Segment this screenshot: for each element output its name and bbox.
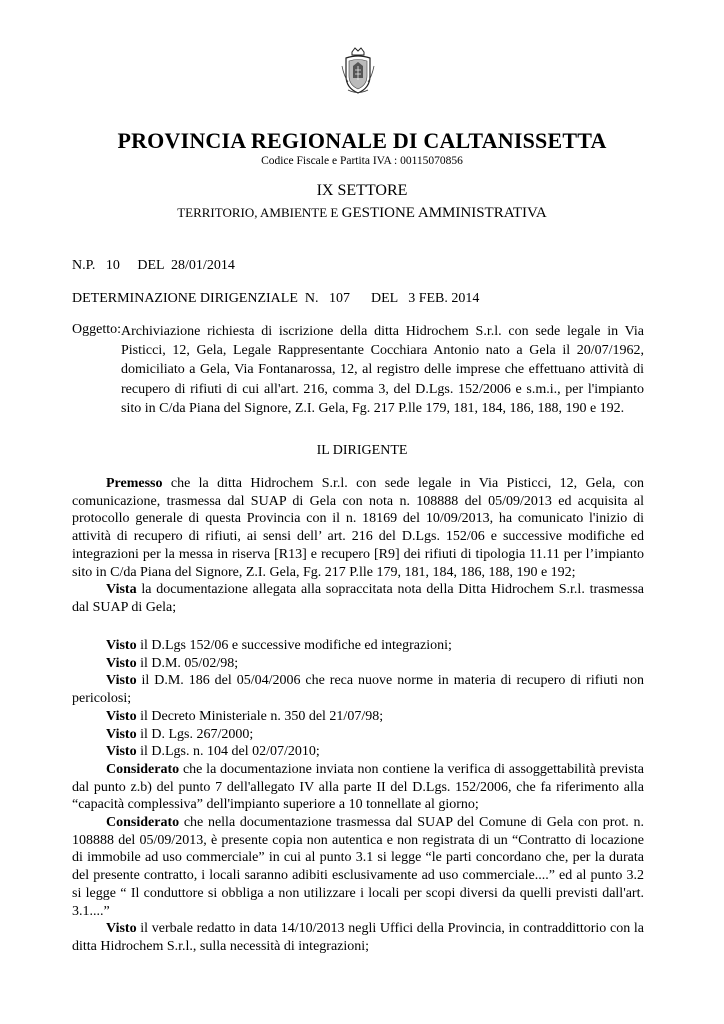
paragraph-text: il D. Lgs. 267/2000; [136,726,254,742]
sector-subheading [0,205,724,222]
paragraph-text: che la documentazione inviata non contiene la verifica di assoggettabilità prevista dal punto z.b) del punto 7 dell'allegato IV alla parte II del D.Lgs. 152/2006, che fa riferimento alla “capacità complessiva” dell'impianto superiore a 10 tonnellate al giorno; [72,761,644,813]
lead-word: Considerato [106,815,180,831]
fiscal-code: Codice Fiscale e Partita IVA : 00115070856 [261,155,463,167]
lead-word: Vista [106,582,137,598]
coat-of-arms-icon [340,46,376,96]
paragraph-visti [72,637,644,956]
oggetto-text: Archiviazione richiesta di iscrizione della ditta Hidrochem S.r.l. con sede legale in Via Pisticci, 12, Gela, Legale Rappresentante Cocchiara Antonio nato a Gela il 20/07/1962, domiciliato a Gela, Via Fontanarossa, 12, al registro delle imprese che effettuano attività di recupero di rifiuti di cui all'art. 216, comma 3, del D.Lgs. 152/2006 e s.m.i., per l'impianto sito in C/da Piana del Signore, Z.I. Gela, Fg. 217 P.lle 179, 181, 184, 186, 188, 190 e 192. [121,324,644,416]
sector-heading: IX SETTORE [316,182,408,199]
np-line: N.P. 10 DEL 28/01/2014 [72,258,235,273]
lead-word: Visto [106,744,137,760]
lead-word: Visto [106,726,137,742]
lead-word: Visto [106,673,137,689]
paragraph-text: che nella documentazione trasmessa dal SUAP del Comune di Gela con prot. n. 108888 del 05/09/2013, è presente copia non autentica e non registrata di un “Contratto di locazione di immobile ad uso commerciale” in cui al punto 3.1 si legge “le parti concordano che, per la durata del presente contratto, i locali saranno adibiti esclusivamente ad uso commerciale....” ed al punto 3.2 si legge “ Il conduttore si obbliga a non utilizzare i locali per scopi diversi da quelli previsti dall'art. 3.1....” [72,815,644,919]
section-heading: IL DIRIGENTE [316,443,408,458]
determination-line: DETERMINAZIONE DIRIGENZIALE N. 107 DEL 3 FEB. 2014 [72,291,480,306]
paragraph-text: il D.M. 05/02/98; [136,655,239,671]
paragraph-text: il Decreto Ministeriale n. 350 del 21/07/98; [136,708,384,724]
paragraph-text: il verbale redatto in data 14/10/2013 negli Uffici della Provincia, in contraddittorio con la ditta Hidrochem S.r.l., sulla necessità di integrazioni; [72,921,644,954]
paragraph-text: il D.M. 186 del 05/04/2006 che reca nuove norme in materia di recupero di rifiuti non pericolosi; [72,673,644,707]
lead-word: Visto [106,638,137,653]
oggetto-label: Oggetto: [72,322,121,337]
sector-sub-part-a: TERRITORIO, AMBIENTE E [177,205,342,220]
lead-word: Visto [106,655,137,671]
paragraph-text: la documentazione allegata alla sopraccitata nota della Ditta Hidrochem S.r.l. trasmessa dal SUAP di Gela; [72,582,644,615]
lead-word: Visto [106,921,137,937]
sector-sub-part-b: GESTIONE AMMINISTRATIVA [341,205,547,221]
paragraph-text: il D.Lgs 152/06 e successive modifiche ed integrazioni; [136,638,452,653]
lead-word: Considerato [106,761,180,777]
lead-word: Visto [106,708,137,724]
document-title: PROVINCIA REGIONALE DI CALTANISSETTA [117,128,607,153]
lead-word: Premesso [106,476,163,491]
paragraph-premesso [72,475,644,617]
paragraph-text: che la ditta Hidrochem S.r.l. con sede legale in Via Pisticci, 12, Gela, con comunicazione, trasmessa dal SUAP di Gela con nota n. 108888 del 05/09/2013 ed acquisita al protocollo generale di questa Provincia con il n. 18169 del 10/09/2013, ha comunicato l'inizio di attività di recupero di rifiuti, ai sensi dell’ art. 216 del D.Lgs. 152/06 e successive modifiche ed integrazioni per la messa in riserva [R13] e recupero [R9] dei rifiuti di tipologia 11.11 per l’impianto sito in C/da Piana del Signore, Z.I. Gela, Fg. 217 P.lle 179, 181, 184, 186, 188, 190 e 192; [72,476,644,580]
paragraph-text: il D.Lgs. n. 104 del 02/07/2010; [136,744,320,760]
